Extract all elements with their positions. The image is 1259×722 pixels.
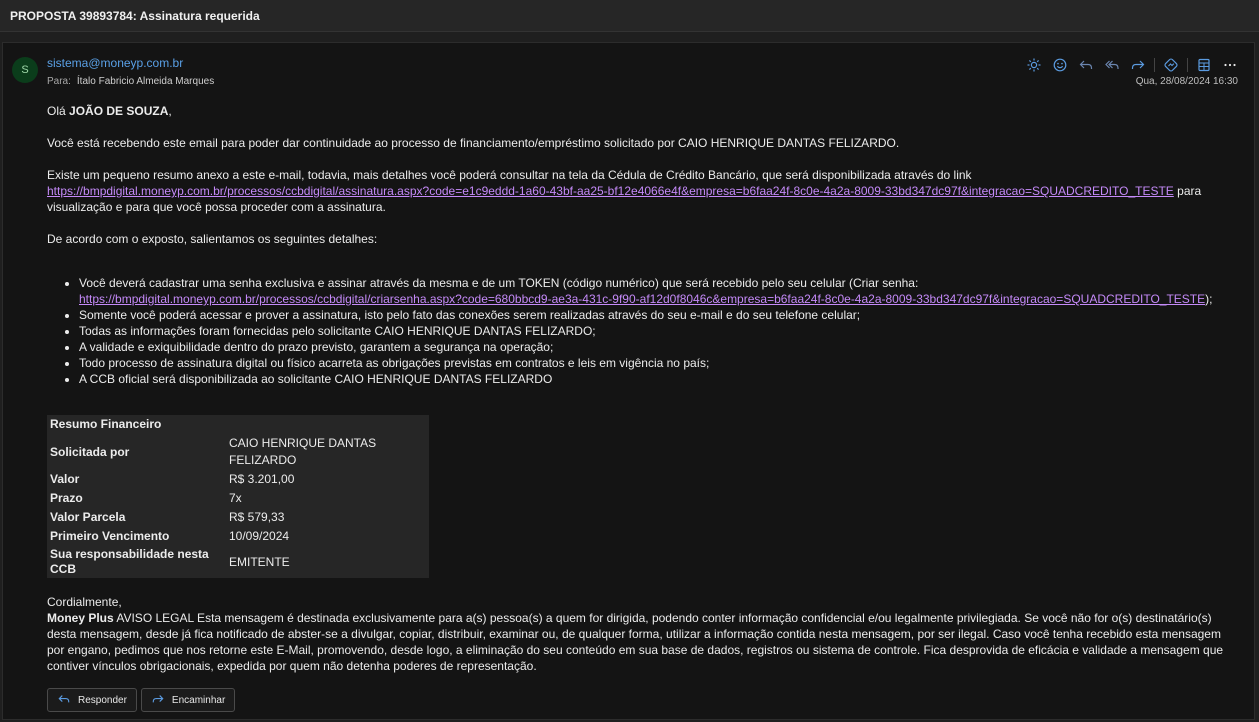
recipient-name[interactable]: Ítalo Fabricio Almeida Marques xyxy=(76,76,215,87)
forward-icon xyxy=(152,693,164,708)
detail-list xyxy=(47,275,1237,387)
reply-button-label: Responder xyxy=(78,694,127,706)
message-actions xyxy=(1024,55,1240,75)
message-date: Qua, 28/08/2024 16:30 xyxy=(1135,76,1238,87)
row-label: Sua responsabilidade nesta CCB xyxy=(50,547,209,576)
row-value: 10/09/2024 xyxy=(229,529,290,543)
brightness-icon[interactable] xyxy=(1024,55,1044,75)
reply-buttons xyxy=(47,688,235,712)
table-row xyxy=(47,470,429,489)
legal-text: AVISO LEGAL Esta mensagem é destinada exclusivamente para a(s) pessoa(s) a quem for dirigida, podendo conter informação confidencial e/ou legalmente privilegiada. Se você não for o(s) destinatário(s) desta mensagem, desde já fica notificado de abster-se a divulgar, copiar, distribuir, examinar ou, de qualquer forma, utilizar a informação contida nesta mensagem, por ser ilegal. Caso você tenha recebido esta mensagem por engano, pedimos que nos retorne este E-Mail, promovendo, desde logo, a eliminação do seu conteúdo em sua base de dados, registros ou sistema de controle. Fica desprovida de eficácia e validade a mensagem que contiver vínculos obrigacionais, expedida por quem não detenha poderes de representação. xyxy=(47,611,1224,673)
list-item xyxy=(79,275,1237,307)
more-icon[interactable] xyxy=(1220,55,1240,75)
reply-icon[interactable] xyxy=(1076,55,1096,75)
row-value: CAIO HENRIQUE DANTAS FELIZARDO xyxy=(229,436,377,467)
table-row xyxy=(47,489,429,508)
list-item-after: ); xyxy=(1205,292,1213,306)
avatar[interactable]: S xyxy=(12,57,38,83)
signature-link[interactable]: https://bmpdigital.moneyp.com.br/processos/ccbdigital/assinatura.aspx?code=e1c9eddd-1a60-43bf-aa25-bf12e4066e4f&empresa=b6faa24f-8c0e-4a2a-8009-33bd347dc97f&integracao=SQUADCREDITO_TESTE xyxy=(47,184,1174,198)
calendar-grid-icon[interactable] xyxy=(1194,55,1214,75)
emoji-icon[interactable] xyxy=(1050,55,1070,75)
toolbar-divider xyxy=(1154,58,1155,72)
reply-all-icon[interactable] xyxy=(1102,55,1122,75)
row-value: 7x xyxy=(229,491,242,505)
forward-button[interactable] xyxy=(141,688,235,712)
row-label: Solicitada por xyxy=(50,444,130,459)
email-subject: PROPOSTA 39893784: Assinatura requerida xyxy=(10,9,260,23)
paragraph-link xyxy=(47,167,1237,215)
paragraph-link-text: Existe um pequeno resumo anexo a este e-mail, todavia, mais detalhes você poderá consultar na tela da Cédula de Crédito Bancário, que será disponibilizada através do link xyxy=(47,168,972,182)
paragraph-details: De acordo com o exposto, salientamos os seguintes detalhes: xyxy=(47,232,378,246)
row-label: Valor Parcela xyxy=(50,510,126,524)
recipient-line xyxy=(47,76,214,87)
table-row xyxy=(47,546,429,578)
row-value: R$ 3.201,00 xyxy=(229,472,295,486)
toolbar-divider xyxy=(1187,58,1188,72)
paragraph-intro: Você está recebendo este email para poder dar continuidade ao processo de financiamento/empréstimo solicitado por CAIO HENRIQUE DANTAS FELIZARDO. xyxy=(47,136,900,150)
message-pane xyxy=(2,42,1255,720)
reply-button[interactable] xyxy=(47,688,137,712)
financial-summary-table xyxy=(47,415,429,578)
subject-bar xyxy=(0,0,1259,32)
row-value: R$ 579,33 xyxy=(229,510,285,524)
row-label: Prazo xyxy=(50,491,83,505)
legal-notice xyxy=(47,610,1237,674)
message-body xyxy=(47,103,1237,674)
closing: Cordialmente, xyxy=(47,595,122,609)
list-item: • Todas as informações foram fornecidas pelo solicitante CAIO HENRIQUE DANTAS FELIZARDO; xyxy=(79,323,1237,339)
create-password-link[interactable]: https://bmpdigital.moneyp.com.br/processos/ccbdigital/criarsenha.aspx?code=680bbcd9-ae3a-431c-9f90-af12d0f8046c&empresa=b6faa24f-8c0e-4a2a-8009-33bd347dc97f&integracao=SQUADCREDITO_TESTE xyxy=(79,292,1206,306)
row-label: Valor xyxy=(50,472,80,486)
list-item: • Todo processo de assinatura digital ou físico acarreta as obrigações previstas em contratos e leis em vigência no país; xyxy=(79,355,1237,371)
list-item: • A CCB oficial será disponibilizada ao solicitante CAIO HENRIQUE DANTAS FELIZARDO xyxy=(79,371,1237,387)
greeting-prefix: Olá xyxy=(47,104,70,118)
to-label: Para: xyxy=(47,76,71,87)
row-label: Primeiro Vencimento xyxy=(50,529,170,543)
paragraph-link-after: para visualização e para que você possa proceder com a assinatura. xyxy=(47,184,1202,214)
table-row xyxy=(47,415,429,434)
forward-button-label: Encaminhar xyxy=(171,694,226,706)
signature-name: Money Plus xyxy=(47,611,114,625)
greeting-suffix: , xyxy=(168,104,172,118)
forward-icon[interactable] xyxy=(1128,55,1148,75)
list-item-text: Você deverá cadastrar uma senha exclusiva e assinar através da mesma e de um TOKEN (código numérico) que será recebido pelo seu celular (Criar senha: xyxy=(79,276,919,290)
sender-address[interactable]: sistema@moneyp.com.br xyxy=(47,56,184,70)
table-title: Resumo Financeiro xyxy=(50,417,162,431)
table-row xyxy=(47,527,429,546)
list-item: • Somente você poderá acessar e prover a assinatura, isto pelo fato das conexões serem realizadas através do seu e-mail e do seu telefone celular; xyxy=(79,307,1237,323)
greeting-name: JOÃO DE SOUZA xyxy=(69,104,169,118)
reply-icon xyxy=(58,693,70,708)
row-value: EMITENTE xyxy=(229,554,290,569)
table-row xyxy=(47,508,429,527)
list-item: • A validade e exiquibilidade dentro do prazo previsto, garantem a segurança na operação; xyxy=(79,339,1237,355)
greeting xyxy=(47,103,1237,119)
loop-icon[interactable] xyxy=(1161,55,1181,75)
table-row xyxy=(47,434,429,470)
